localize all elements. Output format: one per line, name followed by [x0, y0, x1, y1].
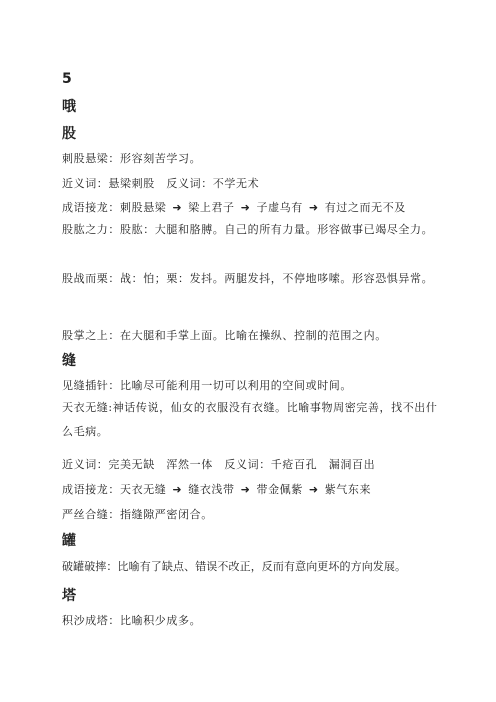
- arrow-icon: ➜: [308, 201, 319, 214]
- arrow-icon: ➜: [308, 483, 319, 496]
- entry-line: 天衣无缝:神话传说，仙女的衣服没有衣缝。比喻事物周密完善，找不出什么毛病。: [62, 401, 438, 438]
- chain-line: [62, 199, 406, 215]
- chain-item: 子虚乌有: [256, 201, 303, 214]
- heading-char-guan: 罐: [62, 533, 76, 549]
- entry-line: 见缝插针：比喻尽可能利用一切可以利用的空间或时间。: [62, 379, 352, 392]
- arrow-icon: ➜: [240, 201, 251, 214]
- entry-line: 刺股悬梁：形容刻苦学习。: [62, 152, 202, 165]
- entry-line: 近义词：完美无缺 浑然一体 反义词：千疮百孔 漏洞百出: [62, 458, 376, 471]
- entry-line: 积沙成塔：比喻积少成多。: [62, 614, 202, 627]
- arrow-icon: ➜: [240, 483, 251, 496]
- heading-char-gu: 股: [62, 126, 76, 142]
- chain-label: 成语接龙：: [62, 483, 120, 496]
- arrow-icon: ➜: [172, 483, 183, 496]
- chain-item: 天衣无缝: [120, 483, 167, 496]
- entry-line: 近义词：悬梁刺股 反义词：不学无术: [62, 177, 260, 190]
- entry-line: 股肱之力：股肱：大腿和胳膊。自己的所有力量。形容做事已竭尽全力。: [62, 223, 434, 236]
- chain-label: 成语接龙：: [62, 201, 120, 214]
- entry-line: 股掌之上：在大腿和手掌上面。比喻在操纵、控制的范围之内。: [62, 329, 387, 342]
- heading-char-o: 哦: [62, 99, 76, 115]
- heading-char-ta: 塔: [62, 588, 76, 604]
- entry-line: 股战而栗：战：怕；栗：发抖。两腿发抖，不停地哆嗦。形容恐惧异常。: [62, 272, 434, 285]
- heading-char-feng: 缝: [62, 353, 76, 369]
- entry-line: 严丝合缝：指缝隙严密闭合。: [62, 508, 213, 521]
- chain-line: [62, 481, 371, 497]
- chain-item: 紫气东来: [324, 483, 372, 496]
- chain-item: 有过之而无不及: [324, 201, 406, 214]
- chain-item: 梁上君子: [188, 201, 235, 214]
- entry-line: 破罐破摔：比喻有了缺点、错误不改正，反而有意向更坏的方向发展。: [62, 560, 407, 573]
- chain-item: 缝衣浅带: [188, 483, 235, 496]
- arrow-icon: ➜: [172, 201, 183, 214]
- chain-item: 带金佩紫: [256, 483, 303, 496]
- page-number: 5: [62, 71, 72, 87]
- chain-item: 刺股悬梁: [120, 201, 167, 214]
